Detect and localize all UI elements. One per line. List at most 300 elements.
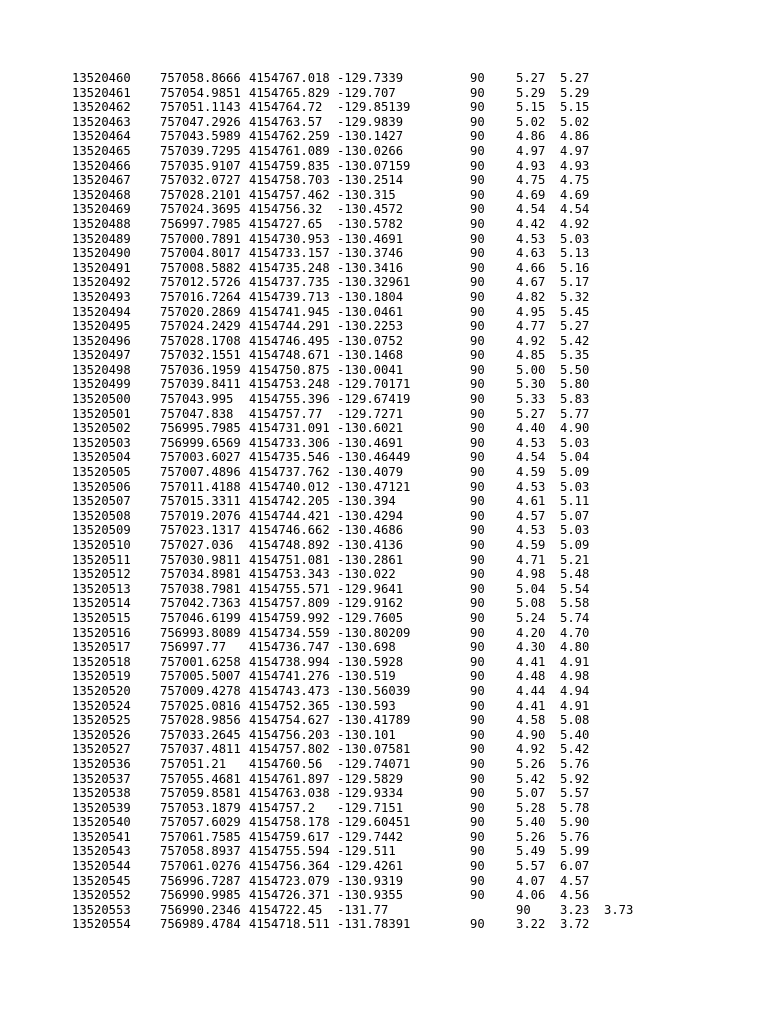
table-row (72, 509, 692, 524)
cell-value-b: 5.32 (560, 289, 590, 304)
cell-point-id: 13520539 (72, 800, 131, 815)
cell-angle: 90 (470, 231, 485, 246)
table-row (72, 626, 692, 641)
table-row (72, 728, 692, 743)
cell-angle: 90 (470, 362, 485, 377)
table-row (72, 334, 692, 349)
cell-elevation: -130.2514 (337, 173, 404, 188)
table-row (72, 874, 692, 889)
cell-value-b: 5.74 (560, 610, 590, 625)
table-row (72, 888, 692, 903)
cell-elevation: -129.5829 (337, 771, 404, 786)
cell-elevation: -129.67419 (337, 392, 411, 407)
cell-easting: 757028.9856 (160, 713, 241, 728)
table-row (72, 480, 692, 495)
cell-value-b: 5.29 (560, 85, 590, 100)
cell-angle: 90 (470, 348, 485, 363)
cell-point-id: 13520540 (72, 815, 131, 830)
cell-angle: 90 (470, 742, 485, 757)
cell-northing: 4154756.32 (249, 202, 323, 217)
cell-angle: 90 (470, 844, 485, 859)
cell-value-a: 4.92 (516, 742, 546, 757)
cell-angle: 90 (470, 275, 485, 290)
cell-value-b: 5.78 (560, 800, 590, 815)
cell-value-a: 5.24 (516, 610, 546, 625)
table-row (72, 757, 692, 772)
cell-elevation: -130.315 (337, 187, 396, 202)
table-row (72, 742, 692, 757)
table-row (72, 115, 692, 130)
cell-point-id: 13520468 (72, 187, 131, 202)
cell-easting: 757038.7981 (160, 581, 241, 596)
cell-value-a: 5.27 (516, 71, 546, 85)
cell-value-b: 4.97 (560, 143, 590, 158)
cell-value-b: 5.03 (560, 523, 590, 538)
cell-value-a: 4.54 (516, 202, 546, 217)
cell-easting: 757027.036 (160, 538, 234, 552)
cell-easting: 757025.0816 (160, 698, 241, 713)
cell-angle: 90 (470, 71, 485, 85)
table-row (72, 684, 692, 699)
cell-easting: 757000.7891 (160, 231, 241, 246)
cell-value-b: 5.03 (560, 231, 590, 246)
cell-easting: 757032.0727 (160, 173, 241, 188)
cell-northing: 4154726.371 (249, 888, 330, 903)
cell-value-b: 6.07 (560, 859, 590, 874)
cell-value-a: 5.42 (516, 771, 546, 786)
cell-value-b: 4.54 (560, 202, 590, 217)
cell-point-id: 13520537 (72, 771, 131, 786)
cell-elevation: -130.4136 (337, 538, 404, 552)
cell-easting: 757057.6029 (160, 815, 241, 830)
cell-value-b: 5.27 (560, 319, 590, 334)
cell-point-id: 13520507 (72, 494, 131, 509)
cell-elevation: -129.707 (337, 85, 396, 100)
cell-point-id: 13520552 (72, 888, 131, 903)
cell-value-a: 5.15 (516, 100, 546, 115)
cell-value-b: 4.91 (560, 654, 590, 669)
cell-point-id: 13520504 (72, 450, 131, 465)
cell-northing: 4154760.56 (249, 756, 323, 771)
cell-northing: 4154757.77 (249, 406, 323, 421)
cell-elevation: -130.41789 (337, 713, 411, 728)
cell-easting: 757024.2429 (160, 319, 241, 334)
cell-easting: 757028.2101 (160, 187, 241, 202)
cell-easting: 757037.4811 (160, 742, 241, 757)
table-row (72, 86, 692, 101)
cell-value-a: 5.27 (516, 406, 546, 421)
cell-point-id: 13520497 (72, 348, 131, 363)
cell-elevation: -130.9319 (337, 873, 404, 888)
cell-northing: 4154756.203 (249, 727, 330, 742)
cell-value-b: 5.11 (560, 494, 590, 509)
cell-value-b: 5.03 (560, 435, 590, 450)
cell-elevation: -130.0461 (337, 304, 404, 319)
cell-point-id: 13520491 (72, 260, 131, 275)
cell-elevation: -129.7442 (337, 829, 404, 844)
cell-northing: 4154755.396 (249, 392, 330, 407)
cell-easting: 756999.6569 (160, 435, 241, 450)
cell-angle: 90 (470, 246, 485, 261)
cell-northing: 4154731.091 (249, 421, 330, 436)
cell-value-b: 4.57 (560, 873, 590, 888)
cell-easting: 757007.4896 (160, 465, 241, 480)
cell-value-a: 4.30 (516, 640, 546, 655)
cell-northing: 4154741.276 (249, 669, 330, 684)
cell-value-a: 4.41 (516, 698, 546, 713)
cell-value-b: 5.17 (560, 275, 590, 290)
cell-value-b: 4.80 (560, 640, 590, 655)
cell-value-a: 4.63 (516, 246, 546, 261)
cell-easting: 757054.9851 (160, 85, 241, 100)
cell-value-a: 5.00 (516, 362, 546, 377)
cell-northing: 4154727.65 (249, 216, 323, 231)
cell-value-b: 5.57 (560, 786, 590, 801)
cell-elevation: -130.07581 (337, 742, 411, 757)
table-row (72, 640, 692, 655)
cell-easting: 757003.6027 (160, 450, 241, 465)
cell-easting: 757043.5989 (160, 129, 241, 144)
cell-angle: 90 (470, 508, 485, 523)
table-row (72, 392, 692, 407)
cell-easting: 757047.838 (160, 406, 234, 421)
cell-elevation: -129.7271 (337, 406, 404, 421)
cell-value-a: 4.67 (516, 275, 546, 290)
cell-northing: 4154748.892 (249, 538, 330, 552)
cell-angle: 90 (470, 202, 485, 217)
cell-easting: 757001.6258 (160, 654, 241, 669)
cell-elevation: -131.77 (337, 902, 389, 917)
cell-value-b: 5.50 (560, 362, 590, 377)
cell-easting: 757061.0276 (160, 859, 241, 874)
cell-angle: 90 (470, 815, 485, 830)
cell-elevation: -129.9839 (337, 114, 404, 129)
cell-elevation: -130.47121 (337, 479, 411, 494)
cell-easting: 756997.7985 (160, 216, 241, 231)
table-row (72, 582, 692, 597)
cell-value-b: 4.93 (560, 158, 590, 173)
cell-angle: 90 (470, 377, 485, 392)
cell-easting: 757004.8017 (160, 246, 241, 261)
cell-value-a: 4.58 (516, 713, 546, 728)
cell-northing: 4154761.897 (249, 771, 330, 786)
table-row (72, 772, 692, 787)
cell-angle: 90 (470, 859, 485, 874)
cell-value-b: 4.75 (560, 173, 590, 188)
table-row (72, 129, 692, 144)
cell-point-id: 13520469 (72, 202, 131, 217)
cell-easting: 757019.2076 (160, 508, 241, 523)
table-row (72, 305, 692, 320)
cell-elevation: -129.7339 (337, 71, 404, 85)
cell-northing: 4154741.945 (249, 304, 330, 319)
cell-value-b: 5.77 (560, 406, 590, 421)
cell-angle: 90 (470, 873, 485, 888)
cell-northing: 4154757.802 (249, 742, 330, 757)
cell-point-id: 13520538 (72, 786, 131, 801)
cell-value-a: 4.95 (516, 304, 546, 319)
cell-value-b: 5.02 (560, 114, 590, 129)
cell-easting: 756995.7985 (160, 421, 241, 436)
cell-value-a: 4.69 (516, 187, 546, 202)
cell-angle: 90 (470, 596, 485, 611)
table-row (72, 917, 692, 932)
cell-point-id: 13520516 (72, 625, 131, 640)
cell-elevation: -130.394 (337, 494, 396, 509)
cell-value-b: 5.92 (560, 771, 590, 786)
cell-northing: 4154755.594 (249, 844, 330, 859)
cell-value-a: 4.53 (516, 231, 546, 246)
cell-northing: 4154734.559 (249, 625, 330, 640)
table-row (72, 494, 692, 509)
cell-point-id: 13520518 (72, 654, 131, 669)
table-row (72, 173, 692, 188)
cell-easting: 757061.7585 (160, 829, 241, 844)
cell-value-a: 4.57 (516, 508, 546, 523)
cell-elevation: -130.0041 (337, 362, 404, 377)
cell-angle: 90 (470, 538, 485, 552)
cell-elevation: -130.0752 (337, 333, 404, 348)
table-row (72, 786, 692, 801)
cell-angle: 90 (470, 392, 485, 407)
cell-easting: 756997.77 (160, 640, 227, 655)
cell-value-a: 3.23 (560, 902, 590, 917)
cell-point-id: 13520541 (72, 829, 131, 844)
cell-value-b: 3.72 (560, 917, 590, 932)
cell-point-id: 13520517 (72, 640, 131, 655)
cell-northing: 4154759.835 (249, 158, 330, 173)
cell-northing: 4154736.747 (249, 640, 330, 655)
cell-elevation: -130.56039 (337, 683, 411, 698)
cell-angle: 90 (470, 698, 485, 713)
table-row (72, 903, 692, 918)
cell-angle: 90 (470, 158, 485, 173)
cell-easting: 757047.2926 (160, 114, 241, 129)
cell-elevation: -130.0266 (337, 143, 404, 158)
cell-northing: 4154740.012 (249, 479, 330, 494)
cell-value-b: 5.90 (560, 815, 590, 830)
cell-easting: 756996.7287 (160, 873, 241, 888)
cell-value-a: 4.77 (516, 319, 546, 334)
cell-point-id: 13520510 (72, 538, 131, 552)
cell-point-id: 13520554 (72, 917, 131, 932)
cell-point-id: 13520524 (72, 698, 131, 713)
cell-easting: 757051.21 (160, 756, 227, 771)
cell-angle: 90 (470, 100, 485, 115)
cell-value-a: 5.04 (516, 581, 546, 596)
cell-angle: 90 (470, 727, 485, 742)
cell-value-a: 4.92 (516, 333, 546, 348)
cell-angle: 90 (470, 114, 485, 129)
table-row (72, 159, 692, 174)
table-row (72, 71, 692, 86)
cell-point-id: 13520545 (72, 873, 131, 888)
cell-elevation: -130.101 (337, 727, 396, 742)
cell-northing: 4154761.089 (249, 143, 330, 158)
table-row (72, 275, 692, 290)
cell-northing: 4154759.617 (249, 829, 330, 844)
cell-northing: 4154754.627 (249, 713, 330, 728)
table-row (72, 450, 692, 465)
cell-point-id: 13520500 (72, 392, 131, 407)
table-row (72, 407, 692, 422)
cell-point-id: 13520496 (72, 333, 131, 348)
cell-point-id: 13520503 (72, 435, 131, 450)
cell-value-a: 5.33 (516, 392, 546, 407)
cell-point-id: 13520515 (72, 610, 131, 625)
cell-northing: 4154767.018 (249, 71, 330, 85)
cell-value-a: 4.97 (516, 143, 546, 158)
cell-easting: 757008.5882 (160, 260, 241, 275)
cell-value-b: 5.42 (560, 742, 590, 757)
cell-angle: 90 (470, 552, 485, 567)
cell-value-b: 5.58 (560, 596, 590, 611)
cell-value-b: 4.90 (560, 421, 590, 436)
cell-point-id: 13520543 (72, 844, 131, 859)
cell-value-b: 5.45 (560, 304, 590, 319)
cell-angle: 90 (470, 494, 485, 509)
cell-value-a: 3.22 (516, 917, 546, 932)
cell-value-b: 5.08 (560, 713, 590, 728)
cell-value-b: 5.21 (560, 552, 590, 567)
cell-angle: 90 (470, 771, 485, 786)
cell-value-a: 4.61 (516, 494, 546, 509)
cell-northing: 4154722.45 (249, 902, 323, 917)
cell-northing: 4154755.571 (249, 581, 330, 596)
cell-value-a: 4.06 (516, 888, 546, 903)
cell-angle: 90 (470, 187, 485, 202)
cell-easting: 757053.1879 (160, 800, 241, 815)
table-row (72, 567, 692, 582)
cell-value-a: 4.53 (516, 435, 546, 450)
cell-northing: 4154730.953 (249, 231, 330, 246)
cell-point-id: 13520513 (72, 581, 131, 596)
cell-value-a: 4.71 (516, 552, 546, 567)
cell-point-id: 13520498 (72, 362, 131, 377)
cell-value-a: 4.59 (516, 538, 546, 552)
cell-point-id: 13520499 (72, 377, 131, 392)
cell-northing: 4154723.079 (249, 873, 330, 888)
cell-value-a: 4.75 (516, 173, 546, 188)
cell-value-b: 4.91 (560, 698, 590, 713)
table-row (72, 859, 692, 874)
cell-angle: 90 (470, 713, 485, 728)
cell-elevation: -130.4294 (337, 508, 404, 523)
table-row (72, 669, 692, 684)
cell-easting: 757039.8411 (160, 377, 241, 392)
cell-elevation: -130.46449 (337, 450, 411, 465)
table-row (72, 363, 692, 378)
table-row (72, 246, 692, 261)
cell-elevation: -130.1427 (337, 129, 404, 144)
cell-easting: 757012.5726 (160, 275, 241, 290)
cell-value-a: 4.59 (516, 465, 546, 480)
cell-northing: 4154758.703 (249, 173, 330, 188)
cell-value-a: 5.26 (516, 829, 546, 844)
cell-elevation: -129.7605 (337, 610, 404, 625)
cell-point-id: 13520494 (72, 304, 131, 319)
cell-point-id: 13520502 (72, 421, 131, 436)
cell-point-id: 13520465 (72, 143, 131, 158)
cell-easting: 757028.1708 (160, 333, 241, 348)
cell-value-a: 5.28 (516, 800, 546, 815)
cell-northing: 4154746.662 (249, 523, 330, 538)
cell-value-b: 5.42 (560, 333, 590, 348)
cell-value-b: 5.76 (560, 829, 590, 844)
table-row (72, 815, 692, 830)
cell-value-a: 4.66 (516, 260, 546, 275)
cell-value-a: 4.41 (516, 654, 546, 669)
cell-value-b: 5.80 (560, 377, 590, 392)
cell-point-id: 13520511 (72, 552, 131, 567)
cell-easting: 757042.7363 (160, 596, 241, 611)
cell-value-b: 5.40 (560, 727, 590, 742)
cell-northing: 4154737.735 (249, 275, 330, 290)
cell-angle: 90 (470, 640, 485, 655)
cell-angle: 90 (470, 581, 485, 596)
cell-northing: 4154756.364 (249, 859, 330, 874)
cell-value-b: 5.76 (560, 756, 590, 771)
table-row (72, 830, 692, 845)
cell-northing: 4154753.248 (249, 377, 330, 392)
cell-elevation: -129.9162 (337, 596, 404, 611)
cell-point-id: 13520526 (72, 727, 131, 742)
cell-angle: 90 (470, 829, 485, 844)
cell-point-id: 13520462 (72, 100, 131, 115)
table-row (72, 465, 692, 480)
table-row (72, 699, 692, 714)
cell-elevation: -130.4691 (337, 435, 404, 450)
cell-easting: 757039.7295 (160, 143, 241, 158)
cell-easting: 756993.8089 (160, 625, 241, 640)
cell-value-a: 4.20 (516, 625, 546, 640)
cell-value-a: 4.07 (516, 873, 546, 888)
cell-value-b: 4.92 (560, 216, 590, 231)
cell-value-b: 5.48 (560, 567, 590, 582)
table-row (72, 436, 692, 451)
table-row (72, 100, 692, 115)
cell-easting: 757036.1959 (160, 362, 241, 377)
cell-easting: 757011.4188 (160, 479, 241, 494)
cell-easting: 757023.1317 (160, 523, 241, 538)
cell-elevation: -129.4261 (337, 859, 404, 874)
cell-easting: 757059.8581 (160, 786, 241, 801)
cell-value-a: 4.40 (516, 421, 546, 436)
cell-point-id: 13520492 (72, 275, 131, 290)
cell-elevation: -129.74071 (337, 756, 411, 771)
cell-value-a: 5.57 (516, 859, 546, 874)
cell-northing: 4154759.992 (249, 610, 330, 625)
cell-elevation: -130.2861 (337, 552, 404, 567)
cell-value-b: 4.86 (560, 129, 590, 144)
cell-northing: 4154744.291 (249, 319, 330, 334)
cell-elevation: -130.6021 (337, 421, 404, 436)
table-row (72, 421, 692, 436)
cell-value-b: 5.13 (560, 246, 590, 261)
cell-point-id: 13520520 (72, 683, 131, 698)
cell-angle: 90 (470, 129, 485, 144)
cell-easting: 757033.2645 (160, 727, 241, 742)
cell-northing: 4154764.72 (249, 100, 323, 115)
cell-point-id: 13520463 (72, 114, 131, 129)
table-row (72, 523, 692, 538)
cell-value-a: 4.85 (516, 348, 546, 363)
cell-angle: 90 (470, 173, 485, 188)
data-table (72, 71, 692, 932)
cell-northing: 4154763.57 (249, 114, 323, 129)
cell-value-a: 5.02 (516, 114, 546, 129)
table-row (72, 232, 692, 247)
